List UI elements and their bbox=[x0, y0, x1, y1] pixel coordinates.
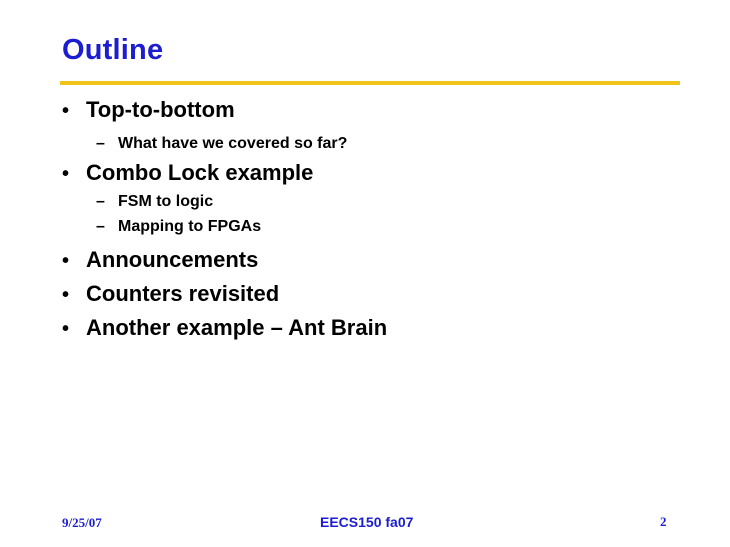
sub-bullet-text: What have we covered so far? bbox=[118, 135, 348, 152]
bullet-item bbox=[62, 160, 313, 186]
dash-icon: – bbox=[96, 135, 105, 152]
bullet-item bbox=[62, 97, 235, 123]
sub-bullet-item bbox=[96, 218, 261, 236]
title-divider bbox=[60, 81, 680, 85]
sub-bullet-item bbox=[96, 135, 347, 153]
dash-icon: – bbox=[96, 193, 105, 210]
footer-page-number: 2 bbox=[660, 514, 667, 529]
bullet-text: Top-to-bottom bbox=[86, 97, 235, 122]
footer-course: EECS150 fa07 bbox=[320, 514, 414, 530]
bullet-icon: • bbox=[62, 250, 70, 272]
bullet-text: Announcements bbox=[86, 247, 259, 272]
bullet-item bbox=[62, 281, 279, 307]
bullet-item bbox=[62, 247, 258, 273]
dash-icon: – bbox=[96, 218, 105, 235]
bullet-text: Counters revisited bbox=[86, 281, 280, 306]
sub-bullet-text: Mapping to FPGAs bbox=[118, 218, 262, 235]
bullet-icon: • bbox=[62, 284, 70, 306]
bullet-text: Another example – Ant Brain bbox=[86, 315, 388, 340]
footer-date: 9/25/07 bbox=[62, 515, 102, 530]
bullet-icon: • bbox=[62, 163, 70, 185]
slide-title: Outline bbox=[62, 34, 164, 66]
bullet-icon: • bbox=[62, 318, 70, 340]
bullet-text: Combo Lock example bbox=[86, 160, 314, 185]
sub-bullet-item bbox=[96, 193, 213, 211]
sub-bullet-text: FSM to logic bbox=[118, 193, 214, 210]
bullet-icon: • bbox=[62, 100, 70, 122]
bullet-item bbox=[62, 315, 387, 341]
